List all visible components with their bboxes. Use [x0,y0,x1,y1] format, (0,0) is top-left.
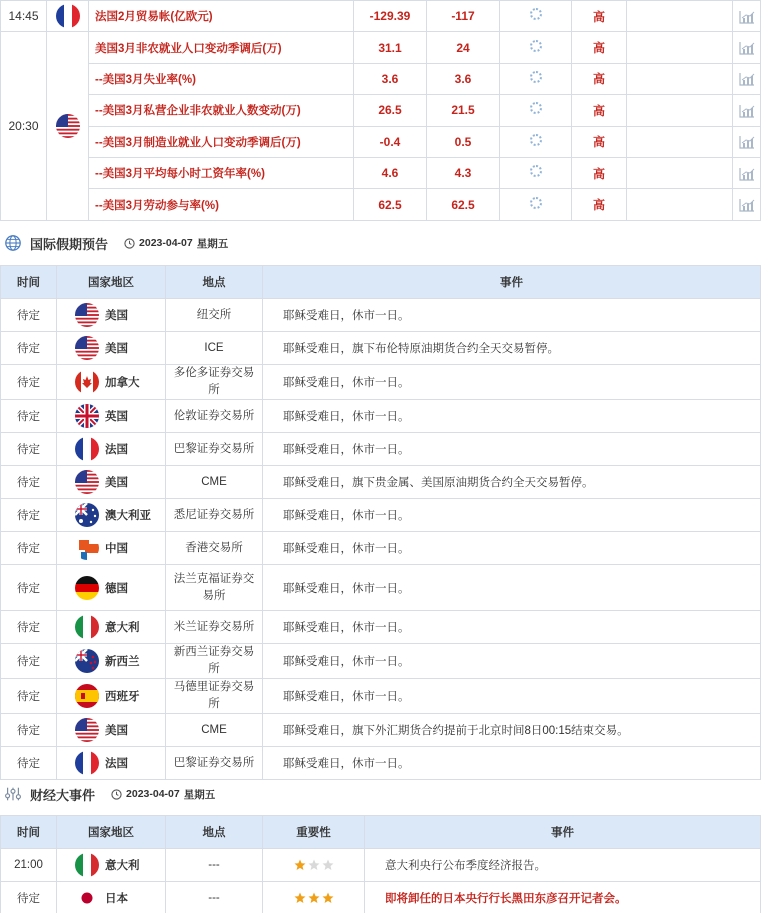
econ-importance: 高 [572,157,627,188]
holiday-row [1,532,761,565]
column-header-event: 事件 [365,816,761,849]
econ-forecast: 24 [427,32,500,63]
holiday-row [1,332,761,365]
econ-previous: -129.39 [354,1,427,32]
holiday-place: 悉尼证券交易所 [166,499,263,532]
holiday-table [0,265,761,780]
sliders-icon [4,785,22,803]
finance-row [1,882,761,913]
chart-icon[interactable] [739,72,755,86]
holiday-row [1,714,761,747]
holiday-time: 待定 [1,644,57,679]
finance-place: --- [166,849,263,882]
holiday-place: 马德里证券交易所 [166,679,263,714]
holiday-row [1,433,761,466]
holiday-country: 加拿大 [105,377,140,389]
econ-time: 20:30 [1,32,47,220]
holiday-row [1,611,761,644]
econ-time: 14:45 [1,1,47,32]
flag-us-icon [75,718,99,742]
econ-importance: 高 [572,1,627,32]
finance-section-date: 2023-04-07 [126,788,180,800]
holiday-country: 美国 [105,477,128,489]
econ-event[interactable]: --美国3月失业率(%) [89,63,354,94]
holiday-event: 耶稣受难日，休市一日。 [263,565,761,611]
econ-row [1,32,761,63]
finance-place: --- [166,882,263,913]
holiday-event: 耶稣受难日，休市一日。 [263,433,761,466]
econ-event[interactable]: 法国2月贸易帐(亿欧元) [89,1,354,32]
finance-country: 日本 [105,893,128,905]
holiday-country: 西班牙 [105,691,140,703]
finance-section-title: 财经大事件 [30,787,96,803]
loading-icon [530,71,542,83]
globe-icon [4,234,22,252]
column-header-time: 时间 [1,266,57,299]
holiday-table-header [1,266,761,299]
holiday-event: 耶稣受难日，休市一日。 [263,499,761,532]
flag-nz-icon [75,649,99,673]
holiday-row [1,365,761,400]
finance-time: 待定 [1,882,57,913]
finance-events-table [0,815,761,913]
holiday-country: 意大利 [105,622,140,634]
column-header-country: 国家地区 [57,266,166,299]
holiday-country: 英国 [105,411,128,423]
econ-forecast: -117 [427,1,500,32]
star-icon [308,892,320,904]
loading-icon [530,40,542,52]
holiday-time: 待定 [1,466,57,499]
chart-icon[interactable] [739,41,755,55]
flag-ca-icon [75,370,99,394]
column-header-event: 事件 [263,266,761,299]
flag-es-icon [75,684,99,708]
holiday-time: 待定 [1,299,57,332]
holiday-country: 法国 [105,758,128,770]
holiday-time: 待定 [1,433,57,466]
econ-forecast: 4.3 [427,157,500,188]
holiday-place: 纽交所 [166,299,263,332]
holiday-time: 待定 [1,611,57,644]
column-header-place: 地点 [166,816,263,849]
finance-event: 即将卸任的日本央行行长黑田东彦召开记者会。 [365,882,761,913]
econ-importance: 高 [572,32,627,63]
flag-gb-icon [75,404,99,428]
chart-icon[interactable] [739,167,755,181]
holiday-row [1,466,761,499]
holiday-country: 澳大利亚 [105,510,151,522]
loading-icon [530,8,542,20]
econ-previous: 3.6 [354,63,427,94]
economic-data-table [0,0,761,221]
holiday-event: 耶稣受难日，旗下布伦特原油期货合约全天交易暂停。 [263,332,761,365]
chart-icon[interactable] [739,10,755,24]
star-icon [294,892,306,904]
holiday-place: 巴黎证券交易所 [166,433,263,466]
econ-previous: 31.1 [354,32,427,63]
econ-row [1,1,761,32]
star-icon [308,859,320,871]
econ-row [1,95,761,126]
holiday-time: 待定 [1,565,57,611]
flag-de-icon [75,576,99,600]
clock-icon [124,238,135,249]
star-icon [322,892,334,904]
finance-table-header [1,816,761,849]
econ-row [1,189,761,220]
loading-icon [530,165,542,177]
holiday-row [1,299,761,332]
econ-row [1,63,761,94]
holiday-place: 香港交易所 [166,532,263,565]
holiday-place: 米兰证券交易所 [166,611,263,644]
flag-it-icon [75,615,99,639]
econ-event[interactable]: --美国3月平均每小时工资年率(%) [89,157,354,188]
econ-forecast: 3.6 [427,63,500,94]
holiday-place: 法兰克福证券交易所 [166,565,263,611]
loading-icon [530,134,542,146]
econ-importance: 高 [572,126,627,157]
clock-icon [111,789,122,800]
holiday-row [1,565,761,611]
econ-event[interactable]: --美国3月制造业就业人口变动季调后(万) [89,126,354,157]
econ-previous: 4.6 [354,157,427,188]
flag-it-icon [75,853,99,877]
star-icon [322,859,334,871]
finance-country: 意大利 [105,860,140,872]
chart-icon[interactable] [739,198,755,212]
finance-importance-stars [263,849,365,882]
econ-event[interactable]: --美国3月私营企业非农就业人数变动(万) [89,95,354,126]
holiday-time: 待定 [1,499,57,532]
holiday-country: 中国 [105,543,128,555]
holiday-event: 耶稣受难日，旗下贵金属、美国原油期货合约全天交易暂停。 [263,466,761,499]
holiday-event: 耶稣受难日，休市一日。 [263,611,761,644]
holiday-event: 耶稣受难日，休市一日。 [263,679,761,714]
holiday-time: 待定 [1,714,57,747]
holiday-place: 多伦多证券交易所 [166,365,263,400]
holiday-event: 耶稣受难日，休市一日。 [263,747,761,780]
finance-section-header [0,781,215,807]
holiday-event: 耶稣受难日，休市一日。 [263,532,761,565]
holiday-section-header [0,230,228,256]
holiday-place: 伦敦证券交易所 [166,400,263,433]
econ-forecast: 0.5 [427,126,500,157]
holiday-event: 耶稣受难日，休市一日。 [263,365,761,400]
holiday-place: 巴黎证券交易所 [166,747,263,780]
holiday-place: CME [166,714,263,747]
column-header-importance: 重要性 [263,816,365,849]
holiday-section-weekday: 星期五 [196,237,229,250]
holiday-country: 美国 [105,310,128,322]
econ-forecast: 62.5 [427,189,500,220]
flag-fr-icon [56,4,80,28]
finance-row [1,849,761,882]
finance-time: 21:00 [1,849,57,882]
holiday-row [1,747,761,780]
flag-au-icon [75,503,99,527]
holiday-section-title: 国际假期预告 [30,236,109,252]
holiday-row [1,679,761,714]
column-header-place: 地点 [166,266,263,299]
holiday-row [1,499,761,532]
star-icon [294,859,306,871]
holiday-country: 德国 [105,582,128,595]
chart-icon[interactable] [739,135,755,149]
loading-icon [530,102,542,114]
holiday-time: 待定 [1,747,57,780]
holiday-country: 法国 [105,444,128,456]
holiday-event: 耶稣受难日，休市一日。 [263,400,761,433]
flag-jp-icon [75,886,99,910]
econ-event[interactable]: 美国3月非农就业人口变动季调后(万) [89,32,354,63]
finance-section-weekday: 星期五 [183,788,216,801]
econ-event[interactable]: --美国3月劳动参与率(%) [89,189,354,220]
finance-event: 意大利央行公布季度经济报告。 [365,849,761,882]
loading-icon [530,197,542,209]
holiday-time: 待定 [1,679,57,714]
flag-fr-icon [75,751,99,775]
econ-previous: -0.4 [354,126,427,157]
econ-row [1,157,761,188]
chart-icon[interactable] [739,104,755,118]
column-header-country: 国家地区 [57,816,166,849]
flag-us-icon [75,470,99,494]
holiday-time: 待定 [1,332,57,365]
holiday-row [1,400,761,433]
econ-importance: 高 [572,95,627,126]
holiday-country: 美国 [105,725,128,737]
holiday-time: 待定 [1,532,57,565]
holiday-event: 耶稣受难日，旗下外汇期货合约提前于北京时间8日00:15结束交易。 [263,714,761,747]
holiday-section-date: 2023-04-07 [139,237,193,249]
holiday-row [1,644,761,679]
finance-importance-stars [263,882,365,913]
column-header-time: 时间 [1,816,57,849]
econ-previous: 62.5 [354,189,427,220]
holiday-place: CME [166,466,263,499]
flag-fr-icon [75,437,99,461]
holiday-country: 新西兰 [105,656,140,668]
holiday-event: 耶稣受难日，休市一日。 [263,299,761,332]
econ-importance: 高 [572,189,627,220]
econ-previous: 26.5 [354,95,427,126]
holiday-country: 美国 [105,343,128,355]
econ-row [1,126,761,157]
flag-us-icon [56,114,80,138]
holiday-event: 耶稣受难日，休市一日。 [263,644,761,679]
holiday-place: 新西兰证券交易所 [166,644,263,679]
holiday-place: ICE [166,332,263,365]
holiday-time: 待定 [1,365,57,400]
flag-us-icon [75,303,99,327]
econ-importance: 高 [572,63,627,94]
flag-hk-icon [75,536,99,560]
econ-forecast: 21.5 [427,95,500,126]
holiday-time: 待定 [1,400,57,433]
flag-us-icon [75,336,99,360]
